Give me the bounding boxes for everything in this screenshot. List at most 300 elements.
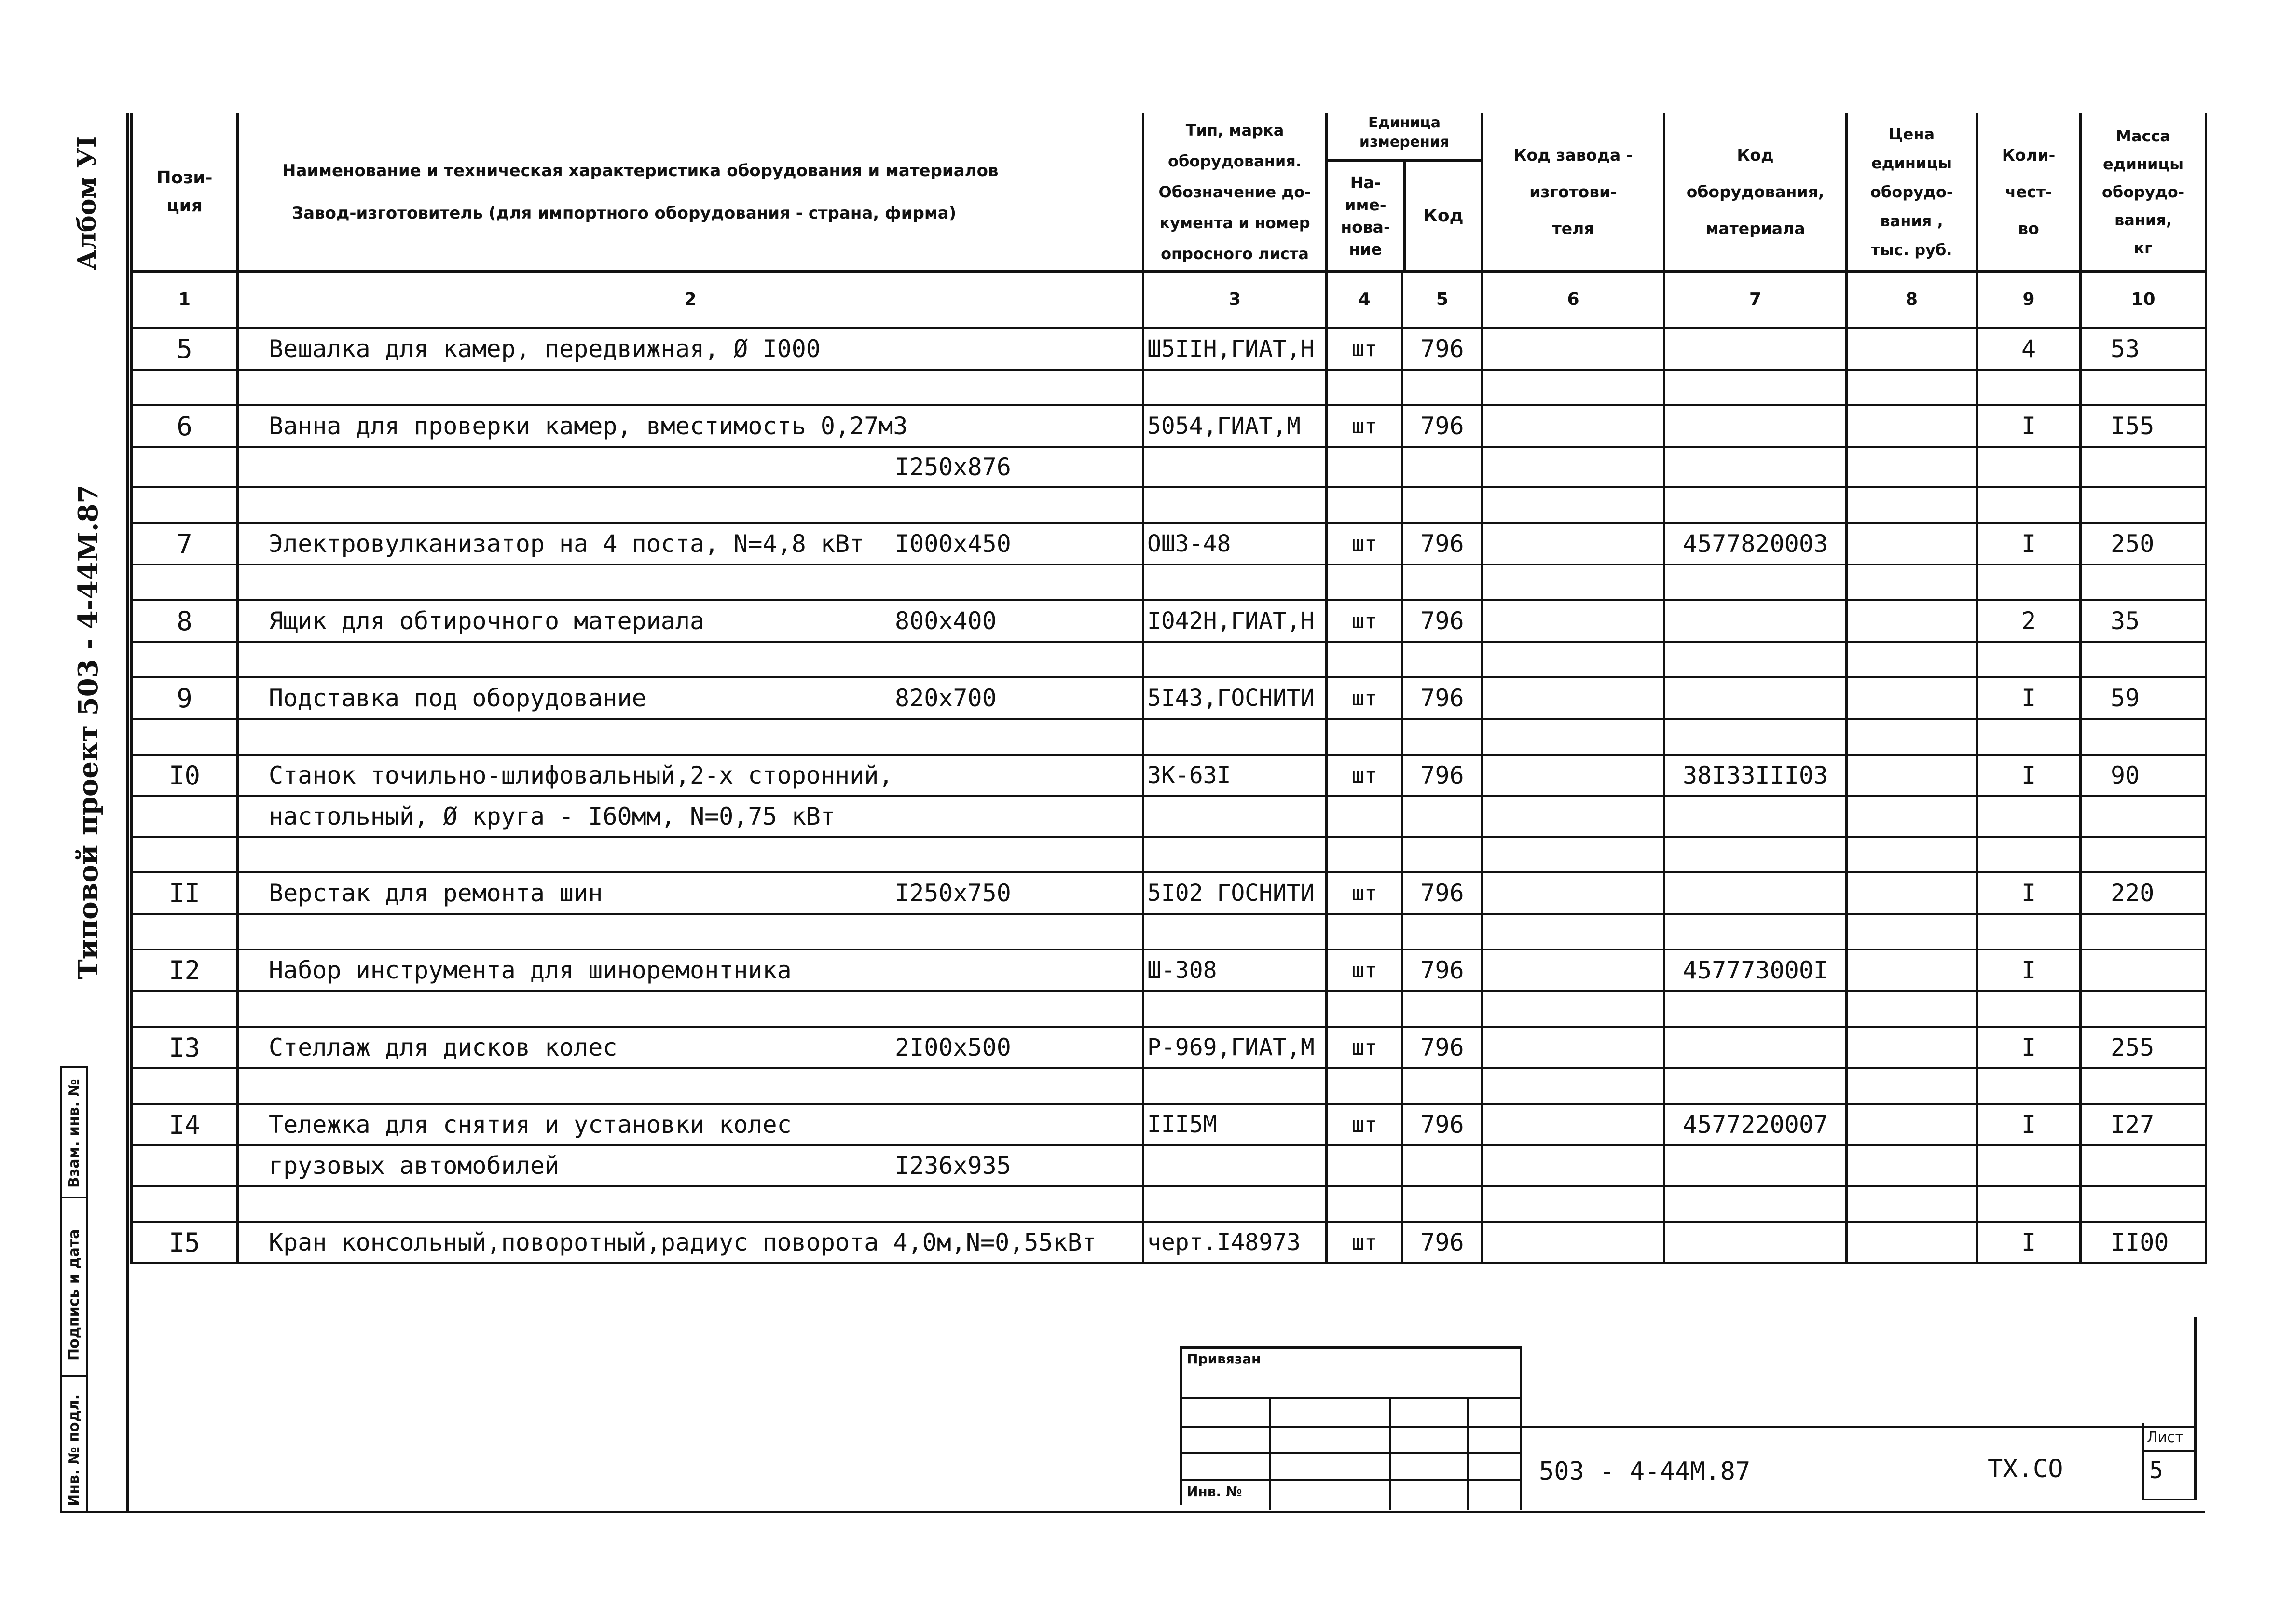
row-empty-cell	[1977, 796, 2081, 837]
row-name	[238, 950, 1143, 991]
row-type: III5М	[1143, 1104, 1327, 1145]
row-qty: 4	[1977, 328, 2081, 370]
row-empty-cell	[238, 487, 1143, 523]
stamp-label-vzam: Взам. инв. №	[66, 1079, 82, 1188]
row-type: Р-969,ГИАТ,М	[1143, 1027, 1327, 1068]
colnum-4: 4	[1327, 272, 1402, 328]
row-position: 5	[132, 328, 238, 370]
row-position: 9	[132, 677, 238, 719]
row-empty-cell	[1327, 1186, 1402, 1222]
row-empty-cell	[1327, 487, 1402, 523]
row-position: 6	[132, 405, 238, 447]
row-empty-cell	[1327, 564, 1402, 600]
row-unit-code: 796	[1402, 600, 1483, 642]
stamp-box-right	[1520, 1346, 1522, 1510]
row-empty-cell	[1402, 1068, 1483, 1104]
table-row-spacer	[132, 837, 2206, 872]
margin-stamp-top	[60, 1066, 88, 1068]
row-empty-cell	[1483, 796, 1664, 837]
row-price	[1847, 755, 1977, 796]
row-empty-cell	[2081, 1145, 2206, 1186]
row-empty-cell	[238, 1068, 1143, 1104]
row-name-text: Станок точильно-шлифовальный,2-х сторонний,	[269, 761, 893, 789]
row-empty-cell	[1977, 564, 2081, 600]
table-row	[132, 1104, 2206, 1145]
row-empty-cell	[2081, 564, 2206, 600]
header-row	[132, 113, 2206, 272]
row-unit-code: 796	[1402, 950, 1483, 991]
stamp-box-h1	[1180, 1397, 1522, 1399]
row-empty-cell	[238, 370, 1143, 405]
album-label: Албом УI	[72, 136, 102, 270]
row-mass: 250	[2081, 523, 2206, 564]
row-empty-cell	[1664, 914, 1847, 950]
row-dimensions: I250x876	[895, 453, 1011, 481]
row-empty-cell	[1143, 447, 1327, 487]
sheet-box-bottom	[2142, 1499, 2195, 1500]
row-empty-cell	[1847, 642, 1977, 677]
row-empty-cell	[1483, 564, 1664, 600]
header-qty: Коли- чест- во	[1977, 113, 2081, 272]
table-row	[132, 872, 2206, 914]
row-qty: I	[1977, 677, 2081, 719]
row-empty-cell	[2081, 796, 2206, 837]
row-empty-cell	[1977, 991, 2081, 1027]
row-unit-code: 796	[1402, 1222, 1483, 1263]
row-equipment-code: 4577820003	[1664, 523, 1847, 564]
header-unit-code: Код	[1423, 206, 1464, 226]
row-unit-code: 796	[1402, 1104, 1483, 1145]
row-empty-cell	[1847, 447, 1977, 487]
row-name	[238, 405, 1143, 447]
row-empty-cell	[132, 991, 238, 1027]
row-empty-cell	[132, 837, 238, 872]
row-unit: шт	[1327, 1104, 1402, 1145]
stamp-box-h3	[1180, 1452, 1522, 1454]
margin-stamp-left-border	[60, 1066, 62, 1513]
row-qty: I	[1977, 405, 2081, 447]
doc-mark: ТХ.СО	[1988, 1455, 2063, 1484]
row-empty-cell	[1664, 642, 1847, 677]
row-empty-cell	[1402, 370, 1483, 405]
row-factory-code	[1483, 1027, 1664, 1068]
table-row-spacer	[132, 642, 2206, 677]
table-row	[132, 1222, 2206, 1263]
row-empty-cell	[1143, 487, 1327, 523]
row-mass	[2081, 950, 2206, 991]
row-empty-cell	[1327, 796, 1402, 837]
row-empty-cell	[1977, 837, 2081, 872]
row-name-text: Ванна для проверки камер, вместимость 0,27м3	[269, 412, 908, 440]
row-empty-cell	[2081, 642, 2206, 677]
row-unit-code: 796	[1402, 523, 1483, 564]
row-empty-cell	[1977, 719, 2081, 755]
row-empty-cell	[132, 564, 238, 600]
row-empty-cell	[1664, 719, 1847, 755]
row-empty-cell	[1977, 1145, 2081, 1186]
margin-stamp-right-border	[86, 1066, 88, 1513]
row-equipment-code	[1664, 677, 1847, 719]
row-mass: I55	[2081, 405, 2206, 447]
colnum-5: 5	[1402, 272, 1483, 328]
row-empty-cell	[1402, 447, 1483, 487]
row-type: Ш5IIН,ГИАТ,Н	[1143, 328, 1327, 370]
row-name-cont	[238, 796, 1143, 837]
row-name-cont	[238, 1145, 1143, 1186]
row-price	[1847, 600, 1977, 642]
row-position: 8	[132, 600, 238, 642]
row-mass: 220	[2081, 872, 2206, 914]
row-name	[238, 755, 1143, 796]
row-unit: шт	[1327, 1222, 1402, 1263]
row-price	[1847, 1027, 1977, 1068]
row-empty-cell	[1402, 796, 1483, 837]
row-empty-cell	[1664, 487, 1847, 523]
row-dimensions: 820x700	[895, 684, 997, 712]
stamp-box-h2	[1180, 1426, 1522, 1428]
row-qty: 2	[1977, 600, 2081, 642]
row-position: 7	[132, 523, 238, 564]
row-position: I0	[132, 755, 238, 796]
row-empty-cell	[1847, 914, 1977, 950]
row-empty-cell	[1327, 447, 1402, 487]
row-factory-code	[1483, 1222, 1664, 1263]
table-row-continuation	[132, 447, 2206, 487]
title-strip-top	[1522, 1426, 2195, 1428]
row-empty-cell	[1327, 370, 1402, 405]
row-empty-cell	[1143, 719, 1327, 755]
header-name	[238, 113, 1143, 272]
row-empty-cell	[1402, 914, 1483, 950]
colnum-2: 2	[238, 272, 1143, 328]
header-name-line1: Наименование и техническая характеристика оборудования и материалов	[282, 161, 999, 180]
row-price	[1847, 405, 1977, 447]
row-empty-cell	[1664, 564, 1847, 600]
row-unit: шт	[1327, 328, 1402, 370]
row-empty-cell	[1664, 1145, 1847, 1186]
colnum-10: 10	[2081, 272, 2206, 328]
row-position-empty	[132, 796, 238, 837]
row-name	[238, 1027, 1143, 1068]
row-name-text: Верстак для ремонта шин	[269, 879, 603, 907]
row-empty-cell	[1402, 1186, 1483, 1222]
row-empty-cell	[1977, 1068, 2081, 1104]
colnum-1: 1	[132, 272, 238, 328]
row-factory-code	[1483, 600, 1664, 642]
row-empty-cell	[238, 564, 1143, 600]
stamp-box-v3	[1467, 1397, 1469, 1510]
row-empty-cell	[2081, 1068, 2206, 1104]
row-type: ОШ3-48	[1143, 523, 1327, 564]
row-unit: шт	[1327, 1027, 1402, 1068]
row-price	[1847, 677, 1977, 719]
table-row-continuation	[132, 796, 2206, 837]
frame-right-lower	[2194, 1317, 2197, 1500]
header-name-line2: Завод-изготовитель (для импортного оборудования - страна, фирма)	[292, 203, 957, 223]
equipment-table-body	[132, 328, 2206, 1264]
row-name	[238, 677, 1143, 719]
row-mass: 255	[2081, 1027, 2206, 1068]
row-empty-cell	[1664, 837, 1847, 872]
row-empty-cell	[2081, 487, 2206, 523]
row-empty-cell	[132, 370, 238, 405]
row-name-text: Электровулканизатор на 4 поста, N=4,8 кВт	[269, 530, 865, 558]
row-factory-code	[1483, 1104, 1664, 1145]
equipment-table	[130, 113, 2207, 1264]
row-empty-cell	[1664, 1186, 1847, 1222]
colnum-6: 6	[1483, 272, 1664, 328]
row-empty-cell	[238, 719, 1143, 755]
row-empty-cell	[1664, 1068, 1847, 1104]
row-empty-cell	[1664, 370, 1847, 405]
row-name-text: Ящик для обтирочного материала	[269, 607, 705, 635]
header-equipment-code: Код оборудования, материала	[1664, 113, 1847, 272]
row-dimensions: I236x935	[895, 1152, 1011, 1180]
table-row-spacer	[132, 719, 2206, 755]
row-name-text: Вешалка для камер, передвижная, Ø I000	[269, 335, 821, 363]
row-name-cont-text: настольный, Ø круга - I60мм, N=0,75 кВт	[269, 802, 835, 830]
row-empty-cell	[1327, 642, 1402, 677]
row-empty-cell	[1327, 837, 1402, 872]
row-empty-cell	[1977, 1186, 2081, 1222]
row-empty-cell	[1483, 642, 1664, 677]
colnum-7: 7	[1664, 272, 1847, 328]
stamp-inv: Инв. №	[1187, 1484, 1242, 1500]
row-mass: 59	[2081, 677, 2206, 719]
row-position-empty	[132, 1145, 238, 1186]
row-unit-code: 796	[1402, 755, 1483, 796]
row-empty-cell	[2081, 447, 2206, 487]
row-empty-cell	[1847, 564, 1977, 600]
table-row-spacer	[132, 914, 2206, 950]
row-empty-cell	[1327, 914, 1402, 950]
row-qty: I	[1977, 872, 2081, 914]
header-type: Тип, марка оборудования. Обозначение до- кумента и номер опросного листа	[1143, 113, 1327, 272]
row-empty-cell	[1402, 991, 1483, 1027]
row-empty-cell	[132, 1186, 238, 1222]
doc-code: 503 - 4-44М.87	[1539, 1457, 1751, 1486]
row-empty-cell	[1143, 370, 1327, 405]
row-equipment-code	[1664, 872, 1847, 914]
row-empty-cell	[1483, 1186, 1664, 1222]
table-row-spacer	[132, 487, 2206, 523]
row-empty-cell	[1143, 837, 1327, 872]
row-empty-cell	[1402, 1145, 1483, 1186]
row-equipment-code	[1664, 328, 1847, 370]
table-row-spacer	[132, 991, 2206, 1027]
row-name-text: Стеллаж для дисков колес	[269, 1033, 618, 1061]
row-unit-code: 796	[1402, 405, 1483, 447]
row-qty: I	[1977, 950, 2081, 991]
row-empty-cell	[132, 642, 238, 677]
row-position: I3	[132, 1027, 238, 1068]
row-mass: I27	[2081, 1104, 2206, 1145]
row-empty-cell	[2081, 719, 2206, 755]
row-empty-cell	[1847, 719, 1977, 755]
sheet-box-left	[2142, 1423, 2144, 1500]
row-empty-cell	[1664, 796, 1847, 837]
header-unit-title: Единица измерения	[1328, 113, 1481, 162]
row-empty-cell	[1977, 642, 2081, 677]
row-price	[1847, 523, 1977, 564]
row-empty-cell	[1143, 564, 1327, 600]
row-name	[238, 1222, 1143, 1263]
colnum-9: 9	[1977, 272, 2081, 328]
row-unit: шт	[1327, 950, 1402, 991]
table-row	[132, 600, 2206, 642]
row-position: I4	[132, 1104, 238, 1145]
row-equipment-code: 4577220007	[1664, 1104, 1847, 1145]
row-empty-cell	[1143, 991, 1327, 1027]
row-unit: шт	[1327, 523, 1402, 564]
row-unit: шт	[1327, 600, 1402, 642]
row-name-text: Кран консольный,поворотный,радиус поворота 4,0м,N=0,55кВт	[269, 1228, 1097, 1256]
frame-bottom	[72, 1511, 2205, 1513]
row-empty-cell	[1402, 719, 1483, 755]
row-empty-cell	[238, 914, 1143, 950]
row-unit-code: 796	[1402, 1027, 1483, 1068]
row-name-cont-text: грузовых автомобилей	[269, 1152, 560, 1180]
row-empty-cell	[1483, 487, 1664, 523]
row-empty-cell	[1847, 1186, 1977, 1222]
row-factory-code	[1483, 328, 1664, 370]
row-empty-cell	[132, 487, 238, 523]
row-empty-cell	[1143, 1186, 1327, 1222]
row-empty-cell	[2081, 837, 2206, 872]
row-factory-code	[1483, 677, 1664, 719]
sheet-box-mid	[2142, 1450, 2195, 1452]
row-empty-cell	[132, 914, 238, 950]
row-empty-cell	[1402, 564, 1483, 600]
row-equipment-code: 457773000I	[1664, 950, 1847, 991]
row-qty: I	[1977, 1104, 2081, 1145]
row-empty-cell	[1327, 719, 1402, 755]
table-row	[132, 328, 2206, 370]
table-row	[132, 523, 2206, 564]
sheet-number: 5	[2149, 1457, 2163, 1484]
row-qty: I	[1977, 755, 2081, 796]
row-position-empty	[132, 447, 238, 487]
row-empty-cell	[1483, 1068, 1664, 1104]
header-numbers-row	[132, 272, 2206, 328]
row-equipment-code	[1664, 600, 1847, 642]
row-price	[1847, 872, 1977, 914]
stamp-box-h4	[1180, 1479, 1522, 1481]
row-empty-cell	[1327, 1145, 1402, 1186]
row-empty-cell	[1143, 796, 1327, 837]
row-empty-cell	[1664, 991, 1847, 1027]
row-empty-cell	[132, 719, 238, 755]
row-empty-cell	[1977, 447, 2081, 487]
table-row-spacer	[132, 1186, 2206, 1222]
row-type: Ш-308	[1143, 950, 1327, 991]
row-empty-cell	[1143, 1068, 1327, 1104]
row-unit: шт	[1327, 755, 1402, 796]
row-equipment-code	[1664, 1027, 1847, 1068]
header-mass: Масса единицы оборудо- вания, кг	[2081, 113, 2206, 272]
row-mass: 90	[2081, 755, 2206, 796]
row-position: I5	[132, 1222, 238, 1263]
stamp-privyazan: Привязан	[1187, 1351, 1261, 1367]
table-row-spacer	[132, 564, 2206, 600]
table-row	[132, 1027, 2206, 1068]
row-dimensions: I250x750	[895, 879, 1011, 907]
row-empty-cell	[1483, 447, 1664, 487]
row-type: 5054,ГИАТ,М	[1143, 405, 1327, 447]
colnum-3: 3	[1143, 272, 1327, 328]
row-factory-code	[1483, 950, 1664, 991]
row-empty-cell	[1847, 796, 1977, 837]
row-empty-cell	[1847, 991, 1977, 1027]
header-pos: Пози- ция	[132, 113, 238, 272]
row-empty-cell	[2081, 370, 2206, 405]
row-position: II	[132, 872, 238, 914]
row-empty-cell	[2081, 1186, 2206, 1222]
row-mass: II00	[2081, 1222, 2206, 1263]
row-dimensions: 2I00x500	[895, 1033, 1011, 1061]
row-dimensions: I000x450	[895, 530, 1011, 558]
row-empty-cell	[238, 642, 1143, 677]
row-empty-cell	[1143, 914, 1327, 950]
row-mass: 35	[2081, 600, 2206, 642]
row-empty-cell	[1847, 1145, 1977, 1186]
row-empty-cell	[238, 991, 1143, 1027]
row-empty-cell	[1847, 837, 1977, 872]
row-unit-code: 796	[1402, 677, 1483, 719]
row-empty-cell	[132, 1068, 238, 1104]
row-name-text: Набор инструмента для шиноремонтника	[269, 956, 792, 984]
project-label: Типовой проект 503 - 4-44М.87	[72, 484, 104, 979]
row-empty-cell	[1402, 837, 1483, 872]
row-type: черт.I48973	[1143, 1222, 1327, 1263]
header-unit-name: На- име- нова- ние	[1328, 162, 1406, 270]
table-row-spacer	[132, 370, 2206, 405]
row-name	[238, 600, 1143, 642]
row-price	[1847, 950, 1977, 991]
header-factory-code: Код завода - изготови- теля	[1483, 113, 1664, 272]
row-mass: 53	[2081, 328, 2206, 370]
row-empty-cell	[1483, 1145, 1664, 1186]
row-factory-code	[1483, 872, 1664, 914]
stamp-label-inv-podl: Инв. № подл.	[66, 1394, 82, 1506]
table-row	[132, 950, 2206, 991]
row-name	[238, 1104, 1143, 1145]
row-equipment-code: 38I33III03	[1664, 755, 1847, 796]
row-empty-cell	[1483, 837, 1664, 872]
row-type: 5I02 ГОСНИТИ	[1143, 872, 1327, 914]
header-price: Цена единицы оборудо- вания , тыс. руб.	[1847, 113, 1977, 272]
row-price	[1847, 328, 1977, 370]
row-price	[1847, 1104, 1977, 1145]
stamp-box-v2	[1389, 1397, 1391, 1510]
row-price	[1847, 1222, 1977, 1263]
row-empty-cell	[2081, 914, 2206, 950]
row-empty-cell	[1483, 914, 1664, 950]
table-row-continuation	[132, 1145, 2206, 1186]
row-name-text: Подставка под оборудование	[269, 684, 646, 712]
row-empty-cell	[1664, 447, 1847, 487]
row-empty-cell	[1847, 1068, 1977, 1104]
margin-stamp-div1	[60, 1197, 88, 1198]
table-row	[132, 677, 2206, 719]
table-row	[132, 755, 2206, 796]
row-empty-cell	[238, 1186, 1143, 1222]
row-qty: I	[1977, 1222, 2081, 1263]
stamp-box-v1	[1269, 1397, 1271, 1510]
row-empty-cell	[1402, 487, 1483, 523]
row-empty-cell	[1143, 642, 1327, 677]
frame-left	[126, 113, 129, 1513]
